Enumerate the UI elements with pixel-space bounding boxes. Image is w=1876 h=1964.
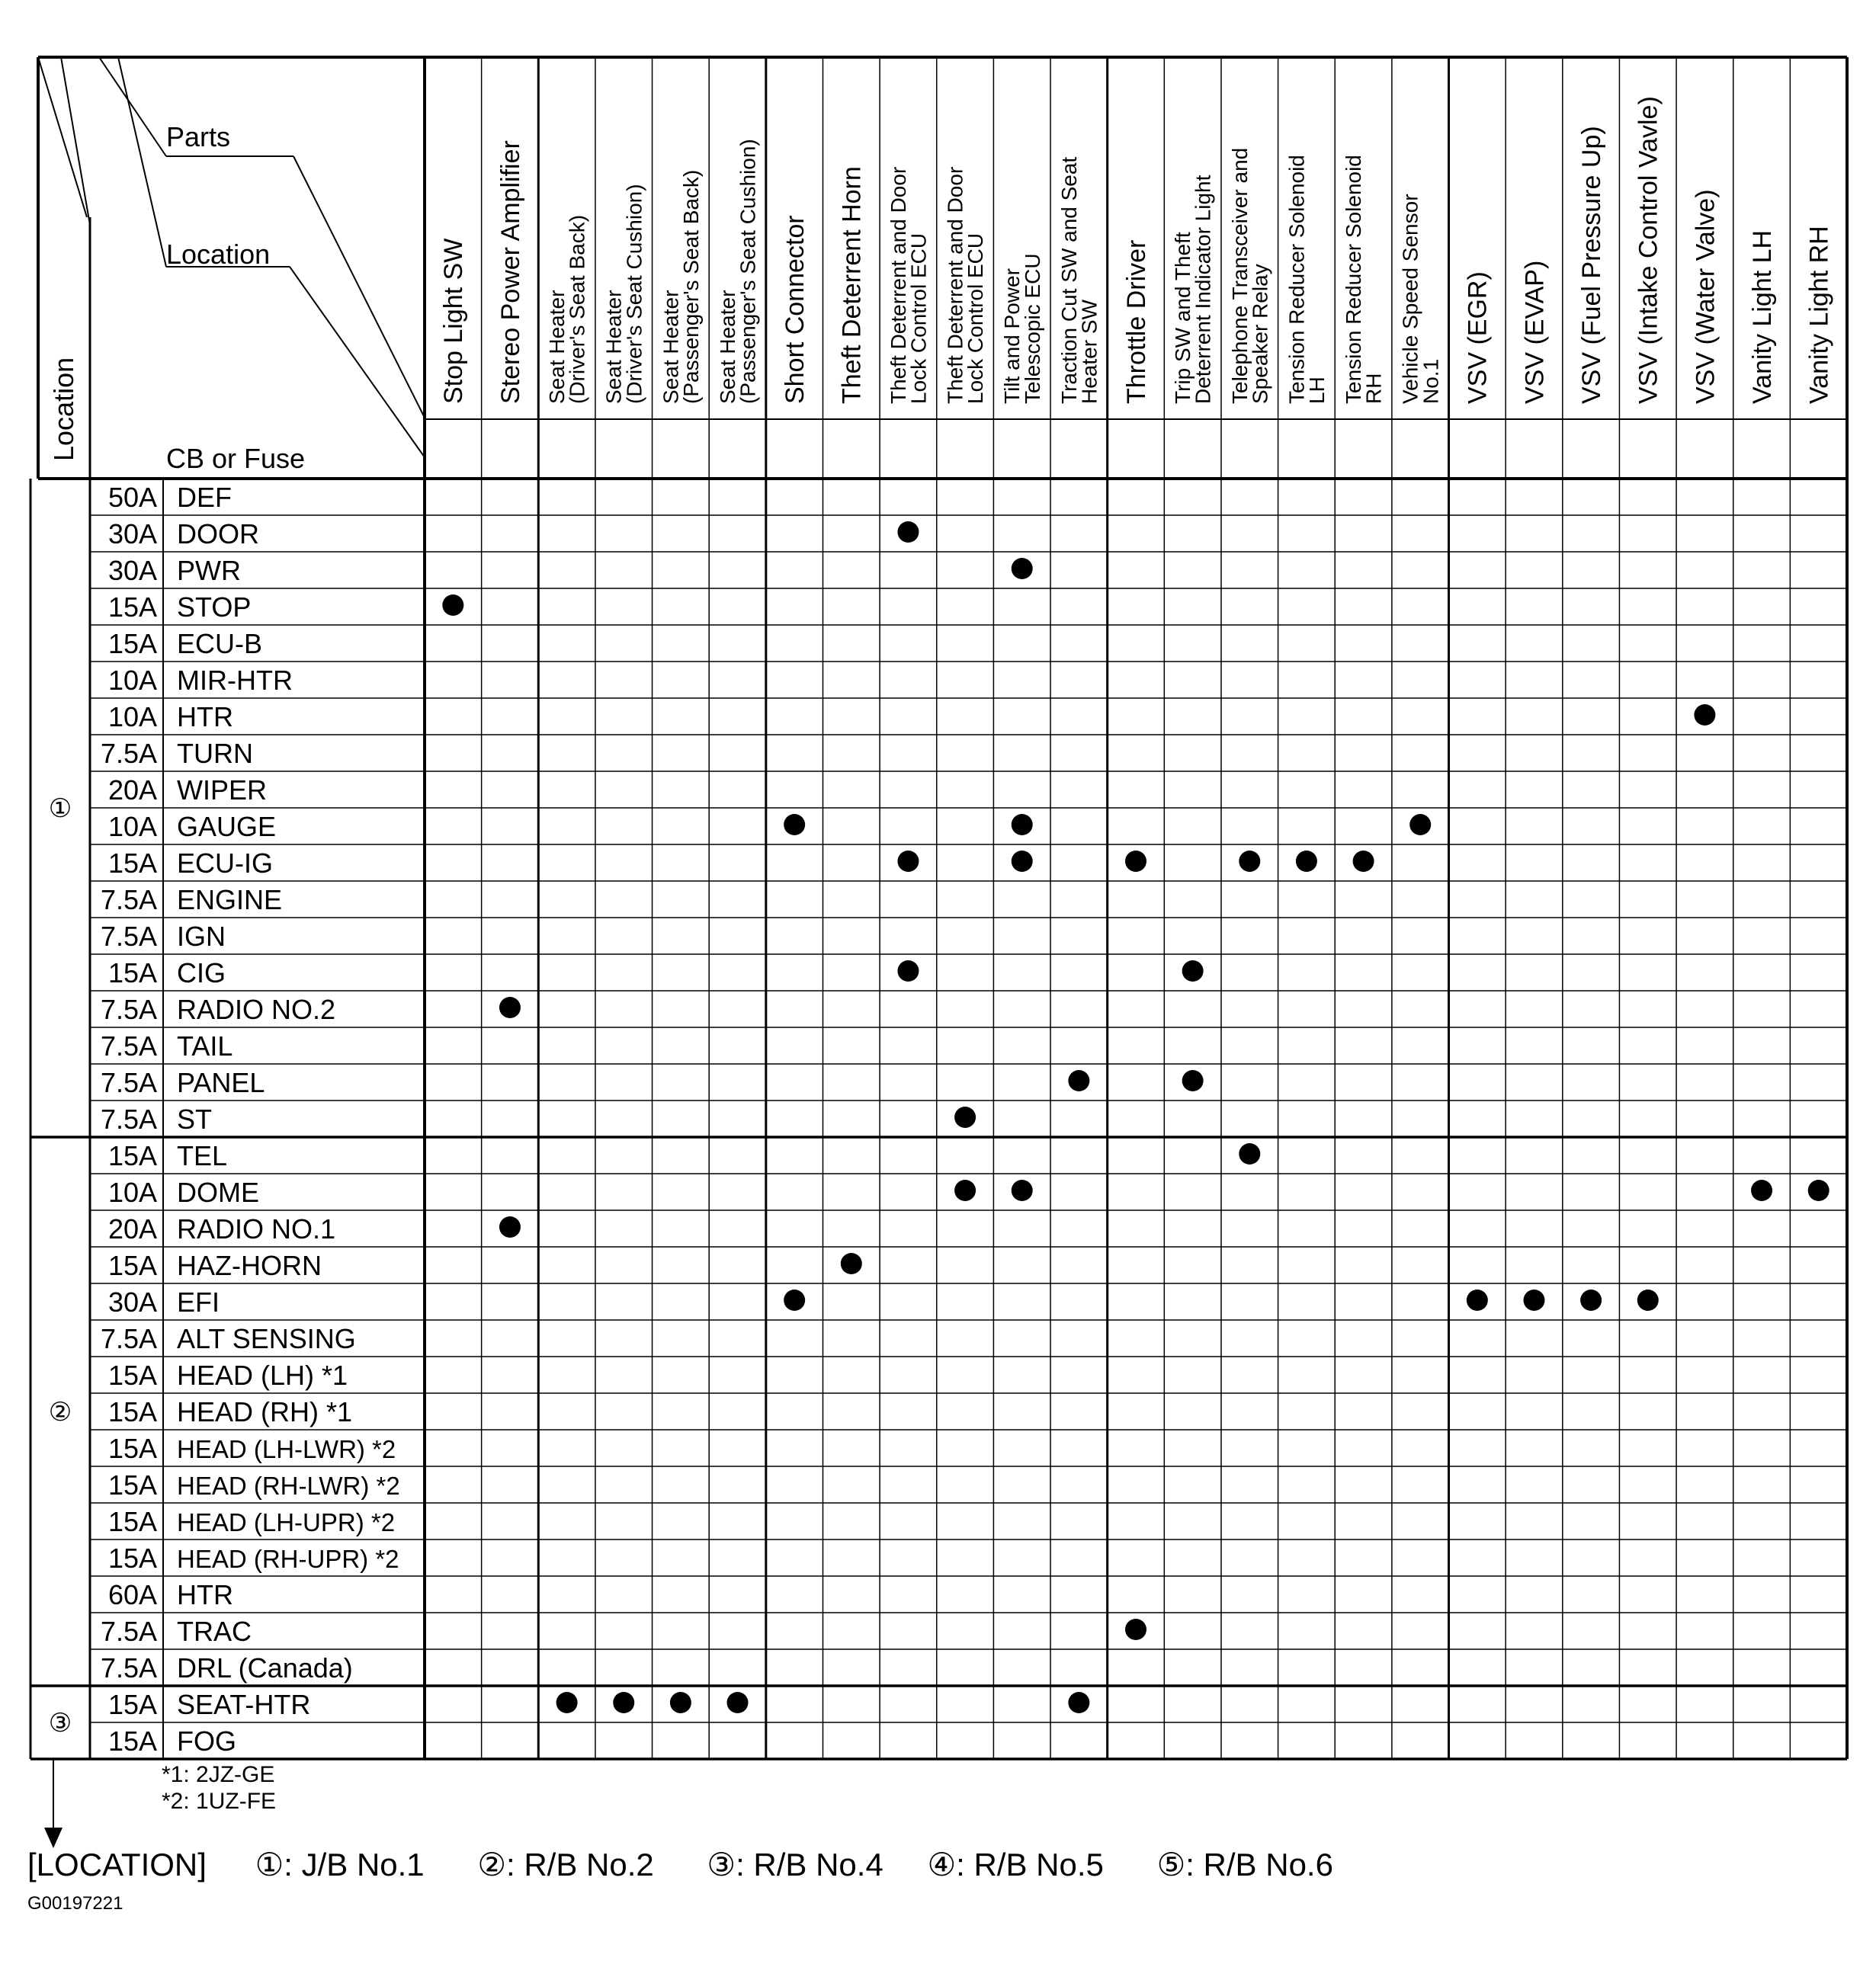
- fuse-name: TEL: [177, 1140, 228, 1171]
- part-name-label: Tilt and Power: [1000, 268, 1025, 404]
- fuse-amp: 7.5A: [100, 1067, 157, 1098]
- header-diagonal: [118, 57, 166, 267]
- fuse-amp: 15A: [107, 1250, 157, 1281]
- fuse-name: HEAD (RH) *1: [177, 1396, 353, 1427]
- connection-dot: [897, 851, 919, 872]
- part-name-label: Heater SW: [1077, 300, 1102, 404]
- part-name-label: Short Connector: [781, 215, 810, 404]
- fuse-name: TRAC: [177, 1616, 252, 1647]
- part-name-label: Vanity Light LH: [1747, 229, 1777, 404]
- fuse-name: EFI: [177, 1286, 220, 1318]
- part-name-label: VSV (Intake Control Vavle): [1634, 96, 1663, 404]
- legend-item-5: [1157, 1847, 1333, 1882]
- fuse-amp: 7.5A: [100, 884, 157, 915]
- part-name-label: VSV (Water Valve): [1691, 189, 1720, 404]
- part-name-label: Traction Cut SW and Seat: [1057, 156, 1081, 404]
- fuse-name: STOP: [177, 591, 252, 623]
- header-diagonal: [290, 267, 425, 457]
- connection-dot: [1353, 851, 1374, 872]
- fuse-amp: 20A: [107, 1213, 157, 1245]
- fuse-name: HEAD (RH-LWR) *2: [177, 1472, 400, 1500]
- fuse-name: PWR: [177, 555, 241, 586]
- fuse-name: TURN: [177, 738, 253, 769]
- fuse-amp: 7.5A: [100, 1104, 157, 1135]
- connection-dot: [954, 1107, 976, 1128]
- part-name-label: Speaker Relay: [1248, 264, 1272, 404]
- part-name-label: Lock Control ECU: [906, 232, 931, 404]
- fuse-amp: 30A: [107, 555, 157, 586]
- connection-dot: [499, 997, 521, 1018]
- legend-symbol: ③: [707, 1847, 736, 1882]
- fuse-name: HEAD (RH-UPR) *2: [177, 1545, 399, 1573]
- location-legend: [27, 1846, 1333, 1883]
- connection-dot: [1012, 814, 1033, 835]
- connection-dot: [670, 1692, 691, 1713]
- connection-dot: [1125, 851, 1146, 872]
- fuse-amp: 10A: [107, 1177, 157, 1208]
- fuse-name: ECU-B: [177, 628, 263, 659]
- connection-dot: [841, 1253, 862, 1274]
- fuse-amp: 15A: [107, 1140, 157, 1171]
- part-name-label: (Passenger's Seat Cushion): [736, 139, 760, 404]
- fuse-amp: 60A: [107, 1579, 157, 1610]
- connection-dot: [727, 1692, 749, 1713]
- fuse-amp: 10A: [107, 811, 157, 842]
- part-name-label: VSV (EGR): [1463, 271, 1493, 404]
- connection-dot: [1751, 1180, 1772, 1201]
- part-name-label: RH: [1361, 373, 1386, 404]
- chart-labels: [48, 121, 305, 474]
- legend-item-1: [255, 1847, 425, 1882]
- legend-text: : R/B No.6: [1185, 1847, 1333, 1882]
- location-symbol: ②: [48, 1398, 72, 1427]
- connection-dot: [1580, 1290, 1602, 1311]
- part-name-label: VSV (EVAP): [1520, 260, 1550, 404]
- connection-dot: [954, 1180, 976, 1201]
- connection-dot: [1012, 1180, 1033, 1201]
- legend-text: : J/B No.1: [284, 1847, 425, 1882]
- connection-dot: [897, 521, 919, 543]
- part-name-label: Vehicle Speed Sensor: [1398, 194, 1422, 404]
- legend-symbol: ②: [477, 1847, 506, 1882]
- fuse-amp: 20A: [107, 774, 157, 806]
- legend-item-3: [707, 1847, 883, 1882]
- fuse-name: SEAT-HTR: [177, 1689, 311, 1720]
- fuse-name: HTR: [177, 1579, 233, 1610]
- footnote-1: *1: 2JZ-GE: [162, 1762, 275, 1787]
- grid-lines: [30, 57, 1847, 1848]
- connection-dot: [1239, 851, 1260, 872]
- fuse-name: HTR: [177, 701, 233, 732]
- fuse-name: IGN: [177, 921, 226, 952]
- fuse-amp: 10A: [107, 701, 157, 732]
- connection-dot: [1296, 851, 1317, 872]
- part-name-label: (Driver's Seat Cushion): [622, 184, 646, 404]
- fuse-amp: 30A: [107, 1286, 157, 1318]
- connection-dot: [1467, 1290, 1488, 1311]
- fuse-name: HEAD (LH) *1: [177, 1360, 348, 1391]
- fuse-amp: 15A: [107, 847, 157, 879]
- fuse-amp: 7.5A: [100, 1652, 157, 1684]
- location-symbol: ①: [48, 794, 72, 823]
- part-name-label: Stereo Power Amplifier: [495, 140, 525, 404]
- connection-dot: [1125, 1619, 1146, 1640]
- connection-dot: [784, 814, 805, 835]
- connection-dot: [613, 1692, 634, 1713]
- header-diagonal: [61, 57, 90, 225]
- fuse-amp: 15A: [107, 1506, 157, 1537]
- part-name-label: (Passenger's Seat Back): [678, 169, 703, 404]
- footnote-2: *2: 1UZ-FE: [162, 1789, 277, 1814]
- fuse-amp: 15A: [107, 1725, 157, 1757]
- part-name-label: (Driver's Seat Back): [565, 214, 589, 404]
- connection-dot: [1239, 1143, 1260, 1165]
- fuse-name: DOOR: [177, 518, 259, 549]
- part-name-label: VSV (Fuel Pressure Up): [1577, 126, 1607, 404]
- connection-dot: [1409, 814, 1431, 835]
- connection-dot: [1694, 704, 1715, 726]
- fuse-amp: 7.5A: [100, 1616, 157, 1647]
- fuse-name: HEAD (LH-LWR) *2: [177, 1435, 396, 1463]
- location-arrow-head: [44, 1828, 63, 1848]
- part-name-label: Telescopic ECU: [1020, 253, 1044, 404]
- part-name-label: LH: [1305, 376, 1329, 404]
- part-name-label: Theft Deterrent and Door: [886, 166, 910, 404]
- fuse-amp: 15A: [107, 1543, 157, 1574]
- fuse-name: PANEL: [177, 1067, 265, 1098]
- part-name-label: Seat Heater: [601, 290, 626, 404]
- fuse-amp: 7.5A: [100, 994, 157, 1025]
- legend-symbol: ⑤: [1156, 1847, 1186, 1882]
- legend-symbol: ①: [255, 1847, 284, 1882]
- fuse-amp: 7.5A: [100, 738, 157, 769]
- location-label: Location: [166, 239, 271, 270]
- connection-dot: [1182, 960, 1204, 982]
- connection-dot: [442, 594, 463, 616]
- fuse-name: ST: [177, 1104, 213, 1135]
- part-name-label: Tension Reducer Solenoid: [1342, 155, 1366, 404]
- part-name-label: Throttle Driver: [1121, 239, 1151, 404]
- part-name-label: Seat Heater: [659, 290, 683, 404]
- fuse-amp: 15A: [107, 1433, 157, 1464]
- fuse-name: RADIO NO.1: [177, 1213, 336, 1245]
- part-name-label: Theft Deterrent Horn: [837, 166, 867, 404]
- fuse-name: HAZ-HORN: [177, 1250, 322, 1281]
- fuse-amp: 10A: [107, 665, 157, 696]
- fuse-amp: 15A: [107, 628, 157, 659]
- fuse-name: ALT SENSING: [177, 1323, 356, 1354]
- connection-dot: [1068, 1692, 1089, 1713]
- part-name-label: Trip SW and Theft: [1171, 232, 1195, 404]
- fuse-name: WIPER: [177, 774, 268, 806]
- location-legend-label: [LOCATION]: [27, 1847, 207, 1882]
- cb-fuse-label: CB or Fuse: [166, 443, 306, 474]
- fuse-name: ECU-IG: [177, 847, 273, 879]
- legend-symbol: ④: [927, 1847, 957, 1882]
- connection-dot: [499, 1216, 521, 1238]
- location-column-label: Location: [48, 357, 79, 461]
- part-name-label: Deterrent Indicator Light: [1191, 175, 1215, 404]
- header-diagonal: [38, 57, 87, 217]
- fuse-name: MIR-HTR: [177, 665, 293, 696]
- legend-text: : R/B No.5: [956, 1847, 1104, 1882]
- fuse-name: DOME: [177, 1177, 259, 1208]
- location-symbol: ③: [48, 1709, 72, 1738]
- fuse-amp: 15A: [107, 1360, 157, 1391]
- legend-item-4: [927, 1847, 1103, 1882]
- part-name-label: No.1: [1419, 358, 1443, 404]
- fuse-amp: 15A: [107, 957, 157, 988]
- legend-text: : R/B No.2: [505, 1847, 654, 1882]
- fuse-name: HEAD (LH-UPR) *2: [177, 1508, 396, 1536]
- part-name-label: Stop Light SW: [439, 238, 469, 404]
- header-diagonal: [293, 156, 425, 418]
- connection-dot: [897, 960, 919, 982]
- fuse-amp: 7.5A: [100, 921, 157, 952]
- fuse-name: CIG: [177, 957, 226, 988]
- fuse-amp: 7.5A: [100, 1323, 157, 1354]
- figure-id: G00197221: [27, 1893, 123, 1914]
- fuse-amp: 15A: [107, 591, 157, 623]
- fuse-amp: 15A: [107, 1689, 157, 1720]
- fuse-amp: 50A: [107, 482, 157, 513]
- part-name-label: Tension Reducer Solenoid: [1284, 155, 1309, 404]
- part-name-label: Lock Control ECU: [964, 232, 988, 404]
- fuse-amp: 30A: [107, 518, 157, 549]
- part-name-label: Vanity Light RH: [1804, 226, 1834, 404]
- connection-dot: [1068, 1070, 1089, 1091]
- part-name-label: Seat Heater: [545, 290, 569, 404]
- connection-dot: [784, 1290, 805, 1311]
- connection-dot: [1012, 558, 1033, 579]
- fuse-name: FOG: [177, 1725, 236, 1757]
- chart-cells: [49, 96, 1834, 1757]
- fuse-name: ENGINE: [177, 884, 283, 915]
- legend-item-2: [477, 1847, 653, 1882]
- fuse-name: GAUGE: [177, 811, 277, 842]
- parts-label: Parts: [166, 121, 231, 152]
- fuse-name: RADIO NO.2: [177, 994, 336, 1025]
- fuse-amp: 7.5A: [100, 1030, 157, 1062]
- part-name-label: Seat Heater: [716, 290, 740, 404]
- connection-dot: [1182, 1070, 1204, 1091]
- part-name-label: Theft Deterrent and Door: [943, 166, 967, 404]
- connection-dot: [556, 1692, 578, 1713]
- connection-dot: [1523, 1290, 1544, 1311]
- connection-dot: [1808, 1180, 1830, 1201]
- header-diagonal: [99, 57, 166, 156]
- part-name-label: Telephone Transceiver and: [1227, 147, 1252, 404]
- fuse-name: TAIL: [177, 1030, 233, 1062]
- fuse-amp: 15A: [107, 1396, 157, 1427]
- connection-dot: [1012, 851, 1033, 872]
- fuse-name: DEF: [177, 482, 232, 513]
- fuse-name: DRL (Canada): [177, 1652, 353, 1684]
- fuse-amp: 15A: [107, 1469, 157, 1501]
- connection-dot: [1637, 1290, 1659, 1311]
- legend-text: : R/B No.4: [736, 1847, 883, 1882]
